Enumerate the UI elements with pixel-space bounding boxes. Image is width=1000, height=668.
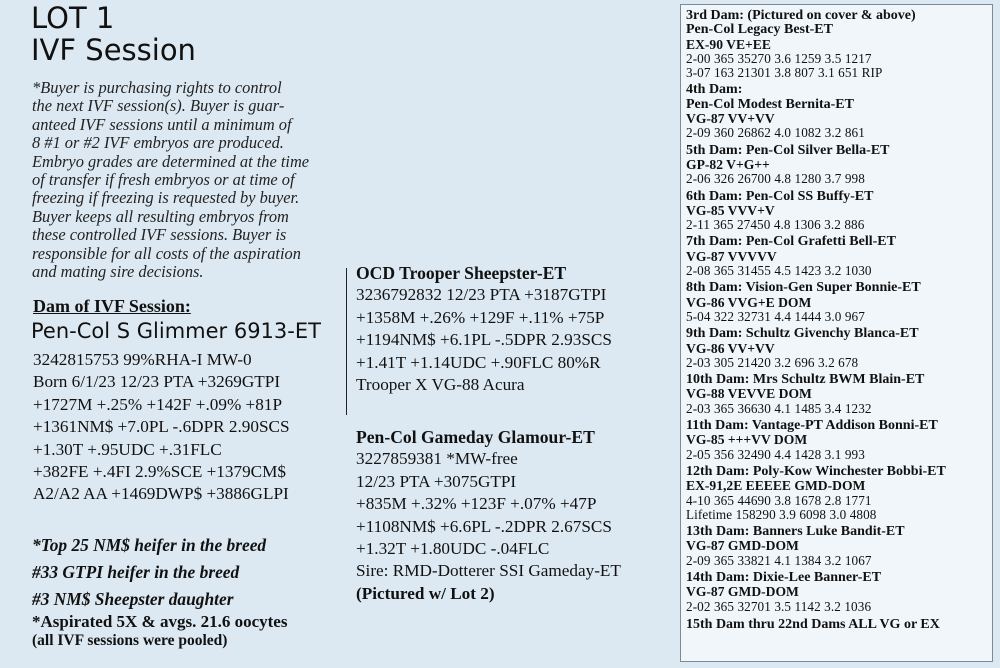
- dam-entry-class: EX-91,2E EEEEE GMD-DOM: [686, 478, 866, 494]
- sire-stat-line: 3236792832 12/23 PTA +3187GTPI: [356, 285, 607, 305]
- dam-entry-heading: 4th Dam:: [686, 82, 743, 98]
- aspiration-note: (all IVF sessions were pooled): [32, 632, 228, 649]
- dam-entry-heading: 7th Dam: Pen-Col Grafetti Bell-ET: [686, 234, 896, 250]
- sire-stat-line: +1.41T +1.14UDC +.90FLC 80%R: [356, 352, 601, 372]
- dam-entry: [686, 235, 991, 278]
- dam-entry-name: Pen-Col Legacy Best-ET: [686, 22, 833, 38]
- dam-entry: [686, 419, 991, 462]
- sire-stat-line: 12/23 PTA +3075GTPI: [356, 471, 517, 491]
- dam-entry-class: VG-87 VVVVV: [686, 248, 777, 264]
- highlights: [32, 532, 266, 613]
- sire-name: Pen-Col Gameday Glamour-ET: [356, 427, 595, 447]
- dam-entry: [686, 571, 991, 614]
- dam-list: [686, 9, 991, 633]
- dam-entry-record: 2-09 365 33821 4.1 1384 3.2 1067: [686, 552, 872, 568]
- dam-entry-class: VG-86 VVG+E DOM: [686, 294, 812, 310]
- dam-entry-class: VG-86 VV+VV: [686, 340, 775, 356]
- sire-stat-line: +1358M +.26% +129F +.11% +75P: [356, 307, 605, 327]
- dam-entry-record: 5-04 322 32731 4.4 1444 3.0 967: [686, 308, 865, 324]
- dam-entry-record: 2-00 365 35270 3.6 1259 3.5 1217: [686, 50, 872, 66]
- dam-entry-heading: 5th Dam: Pen-Col Silver Bella-ET: [686, 142, 890, 158]
- dam-entry: [686, 327, 991, 370]
- terms-line: Embryo grades are determined at the time: [32, 151, 310, 171]
- dam-entry-heading: 6th Dam: Pen-Col SS Buffy-ET: [686, 188, 874, 204]
- dam-entry-record: 2-02 365 32701 3.5 1142 3.2 1036: [686, 598, 872, 614]
- dam-entry-name: Pen-Col Modest Bernita-ET: [686, 96, 854, 112]
- lot-title: [31, 2, 196, 66]
- dam-stat-line: Born 6/1/23 12/23 PTA +3269GTPI: [33, 372, 281, 392]
- final-dams-note: 15th Dam thru 22nd Dams ALL VG or EX: [686, 616, 940, 632]
- sire-stat-line: +1194NM$ +6.1PL -.5DPR 2.93SCS: [356, 330, 612, 350]
- dam-entry-record: 2-11 365 27450 4.8 1306 3.2 886: [686, 217, 865, 233]
- aspiration-line: *Aspirated 5X & avgs. 21.6 oocytes: [32, 612, 288, 631]
- dam-stat-line: +1727M +.25% +142F +.09% +81P: [33, 394, 283, 414]
- dam-entry: [686, 281, 991, 324]
- highlight-line: #3 NM$ Sheepster daughter: [32, 589, 234, 609]
- terms-line: responsible for all costs of the aspiration: [32, 243, 301, 263]
- sire-stat-line: 3227859381 *MW-free: [356, 449, 518, 469]
- dam-entry-record: 2-09 360 26862 4.0 1082 3.2 861: [686, 125, 865, 141]
- dam-entry-heading: 8th Dam: Vision-Gen Super Bonnie-ET: [686, 280, 921, 296]
- dam-entry-class: VG-88 VEVVE DOM: [686, 386, 812, 402]
- dam-entry: [686, 465, 991, 522]
- aspiration-info: [32, 612, 287, 650]
- dam-entry-class: VG-85 VVV+V: [686, 202, 775, 218]
- dam-stat-line: +1361NM$ +7.0PL -.6DPR 2.90SCS: [33, 417, 290, 437]
- dam-entry: [686, 83, 991, 140]
- dam-entry-class: VG-87 GMD-DOM: [686, 538, 799, 554]
- dam-entry: [686, 190, 991, 233]
- sire-name: OCD Trooper Sheepster-ET: [356, 263, 567, 283]
- dam-entry-record: 2-03 365 36630 4.1 1485 3.4 1232: [686, 400, 872, 416]
- dam-entry: [686, 9, 991, 80]
- dam-entry-record: 2-08 365 31455 4.5 1423 3.2 1030: [686, 263, 872, 279]
- dam-entry-heading: 3rd Dam: (Pictured on cover & above): [686, 8, 916, 23]
- sire-stat-line: +835M +.32% +123F +.07% +47P: [356, 494, 597, 514]
- dam-entry: [686, 144, 991, 187]
- dam-entry-heading: 9th Dam: Schultz Givenchy Blanca-ET: [686, 326, 919, 342]
- dam-entry: [686, 525, 991, 568]
- dam-entry: [686, 373, 991, 416]
- terms-line: freezing if freezing is requested by buyer.: [32, 188, 300, 208]
- dam-entry-record: 2-03 305 21420 3.2 696 3.2 678: [686, 354, 859, 370]
- dam-heading: Dam of IVF Session:: [33, 296, 191, 316]
- terms-line: Buyer keeps all resulting embryos from: [32, 206, 289, 226]
- sire-stat-line: +1.32T +1.80UDC -.04FLC: [356, 539, 550, 559]
- dam-name: Pen-Col S Glimmer 6913-ET: [31, 319, 321, 343]
- dam-stat-line: 3242815753 99%RHA-I MW-0: [33, 350, 252, 369]
- dam-entry-heading: 13th Dam: Banners Luke Bandit-ET: [686, 524, 905, 540]
- lot-number: LOT 1: [31, 1, 115, 35]
- highlight-line: *Top 25 NM$ heifer in the breed: [32, 535, 267, 555]
- dam-entry-record: 4-10 365 44690 3.8 1678 2.8 1771: [686, 492, 872, 508]
- terms-line: *Buyer is purchasing rights to control: [32, 78, 282, 97]
- terms-paragraph: [32, 79, 352, 281]
- dam-entry-record: Lifetime 158290 3.9 6098 3.0 4808: [686, 506, 877, 522]
- terms-line: of transfer if fresh embryos or at time of: [32, 170, 295, 190]
- dam-stat-line: +382FE +.4FI 2.9%SCE +1379CM$: [33, 462, 287, 482]
- dam-entry-record: 2-06 326 26700 4.8 1280 3.7 998: [686, 171, 865, 187]
- lot-subtitle: IVF Session: [31, 33, 196, 67]
- dam-entry-heading: 11th Dam: Vantage-PT Addison Bonni-ET: [686, 418, 938, 434]
- sire-stat-line: +1108NM$ +6.6PL -.2DPR 2.67SCS: [356, 516, 612, 536]
- terms-line: the next IVF session(s). Buyer is guar-: [32, 96, 285, 116]
- sire-block-gameday: [356, 426, 621, 605]
- dam-entry-record: 3-07 163 21301 3.8 807 3.1 651 RIP: [686, 65, 883, 81]
- terms-line: 8 #1 or #2 IVF embryos are produced.: [32, 133, 284, 153]
- terms-line: and mating sire decisions.: [32, 262, 204, 282]
- dam-stats: [33, 349, 290, 506]
- dam-stat-line: A2/A2 AA +1469DWP$ +3886GLPI: [33, 484, 289, 504]
- dam-entry-class: VG-87 VV+VV: [686, 111, 775, 127]
- terms-line: anteed IVF sessions until a minimum of: [32, 114, 292, 134]
- dam-entry-heading: 14th Dam: Dixie-Lee Banner-ET: [686, 569, 882, 585]
- highlight-line: #33 GTPI heifer in the breed: [32, 562, 240, 582]
- dam-entry-record: 2-05 356 32490 4.4 1428 3.1 993: [686, 446, 865, 462]
- sire-stat-line: Sire: RMD-Dotterer SSI Gameday-ET: [356, 561, 621, 581]
- dam-entry-heading: 12th Dam: Poly-Kow Winchester Bobbi-ET: [686, 463, 946, 479]
- divider-line: [346, 268, 347, 415]
- dam-entry-class: VG-87 GMD-DOM: [686, 584, 799, 600]
- pictured-note: (Pictured w/ Lot 2): [356, 583, 495, 603]
- sire-block-trooper: [356, 262, 612, 396]
- dam-entry-heading: 10th Dam: Mrs Schultz BWM Blain-ET: [686, 372, 925, 388]
- dam-stat-line: +1.30T +.95UDC +.31FLC: [33, 439, 222, 459]
- sire-stat-line: Trooper X VG-88 Acura: [356, 375, 525, 395]
- dam-entry-class: EX-90 VE+EE: [686, 36, 771, 52]
- terms-line: these controlled IVF sessions. Buyer is: [32, 225, 287, 245]
- dam-entry-class: VG-85 +++VV DOM: [686, 432, 808, 448]
- dam-entry-class: GP-82 V+G++: [686, 156, 770, 172]
